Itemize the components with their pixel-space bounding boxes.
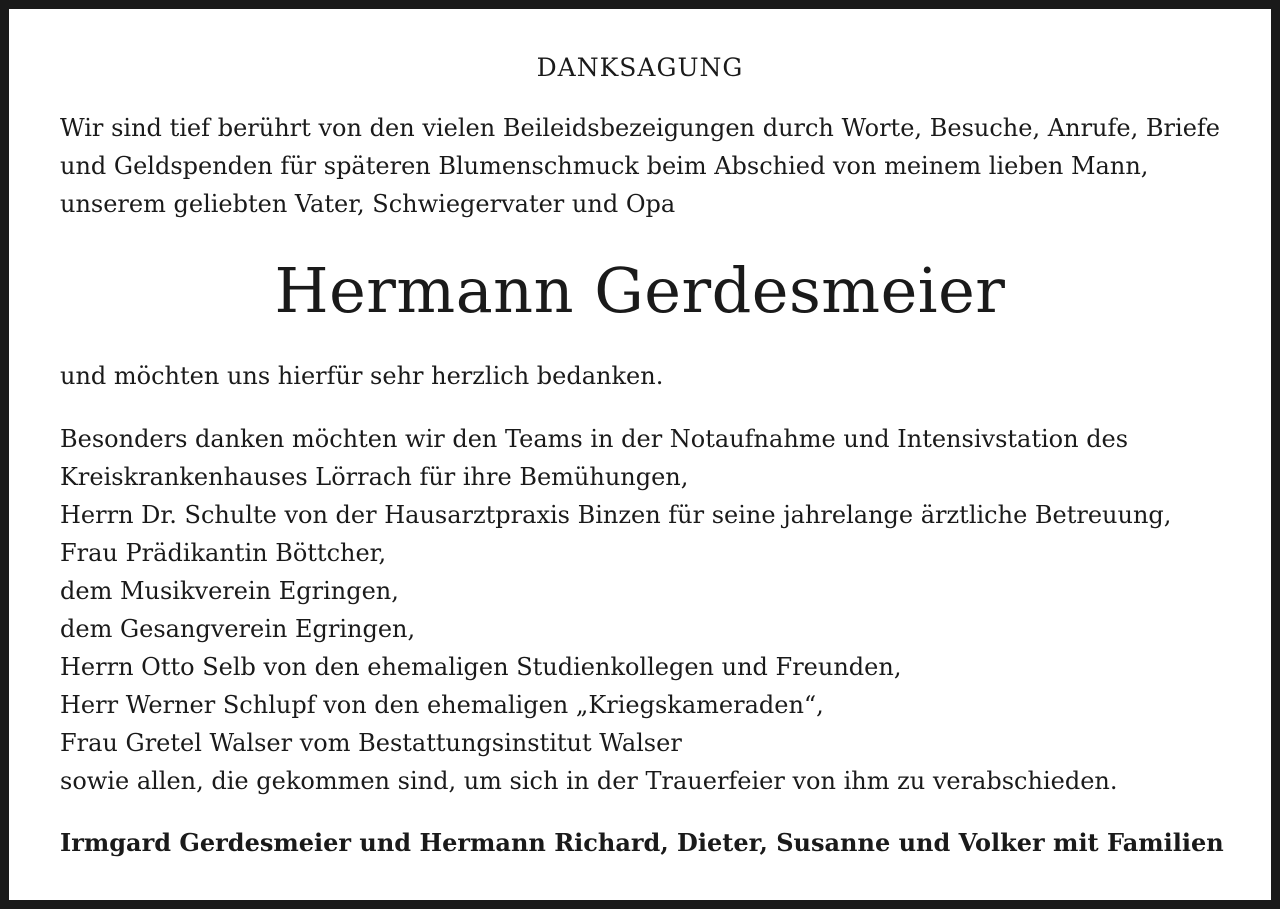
acknowledgement-line: dem Musikverein Egringen,	[60, 577, 399, 605]
acknowledgement-line: Kreiskrankenhauses Lörrach für ihre Bemühungen,	[60, 463, 689, 491]
acknowledgement-line: Frau Prädikantin Böttcher,	[60, 539, 387, 567]
acknowledgement-line: dem Gesangverein Egringen,	[60, 615, 416, 643]
acknowledgement-line: Besonders danken möchten wir den Teams in der Notaufnahme und Intensivstation des	[60, 425, 1129, 453]
notice-heading: DANKSAGUNG	[536, 53, 744, 82]
family-signature: Irmgard Gerdesmeier und Hermann Richard, Dieter, Susanne und Volker mit Familien	[60, 828, 1224, 857]
acknowledgement-list	[60, 420, 1220, 800]
acknowledgement-line: Herrn Otto Selb von den ehemaligen Studienkollegen und Freunden,	[60, 653, 902, 681]
intro-line: und Geldspenden für späteren Blumenschmuck beim Abschied von meinem lieben Mann,	[60, 152, 1149, 180]
acknowledgement-line: Frau Gretel Walser vom Bestattungsinstitut Walser	[60, 729, 682, 757]
thanks-line: und möchten uns hierfür sehr herzlich bedanken.	[60, 362, 664, 390]
intro-paragraph	[60, 109, 1220, 223]
deceased-name: Hermann Gerdesmeier	[274, 254, 1006, 327]
intro-line: unserem geliebten Vater, Schwiegervater und Opa	[60, 190, 676, 218]
intro-line: Wir sind tief berührt von den vielen Beileidsbezeigungen durch Worte, Besuche, Anrufe, Briefe	[60, 114, 1220, 142]
obituary-notice	[9, 9, 1271, 900]
acknowledgement-line: Herrn Dr. Schulte von der Hausarztpraxis Binzen für seine jahrelange ärztliche Betreuung,	[60, 501, 1172, 529]
acknowledgement-line: Herr Werner Schlupf von den ehemaligen „Kriegskameraden“,	[60, 691, 824, 719]
acknowledgement-line: sowie allen, die gekommen sind, um sich in der Trauerfeier von ihm zu verabschieden.	[60, 767, 1118, 795]
